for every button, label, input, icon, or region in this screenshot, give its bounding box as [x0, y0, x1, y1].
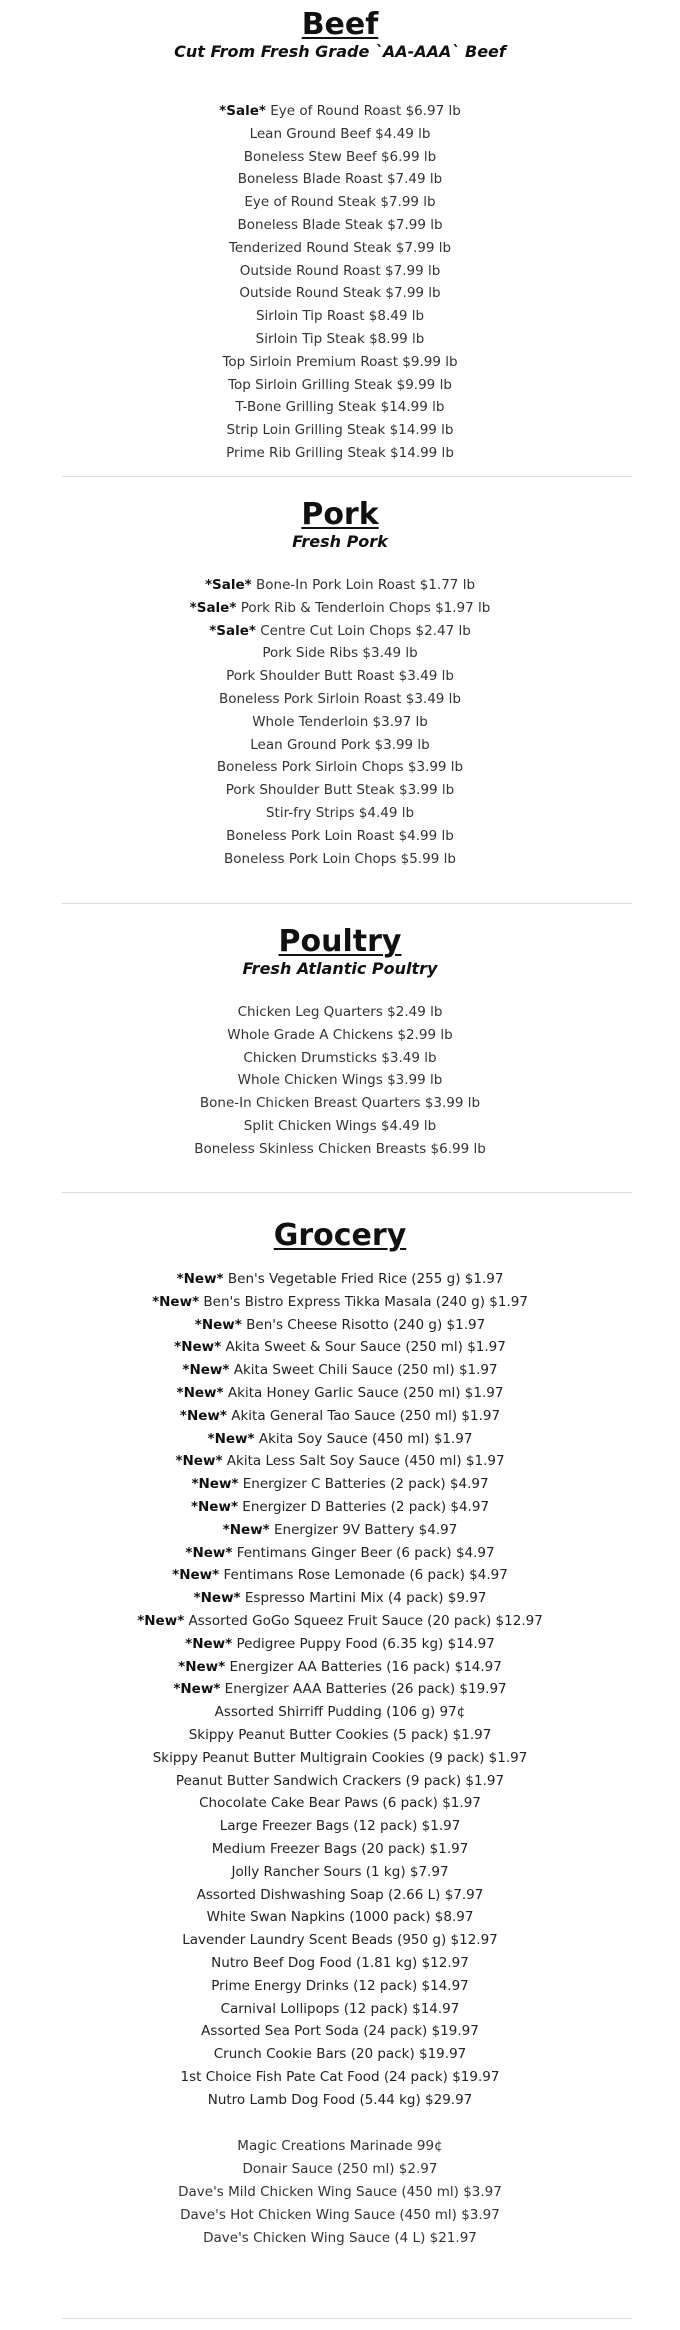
list-item [0, 168, 680, 191]
item-text: Boneless Pork Loin Chops $5.99 lb [224, 850, 456, 867]
item-text: Eye of Round Roast $6.97 lb [265, 103, 461, 119]
item-text: Akita Less Salt Soy Sauce (450 ml) $1.97 [222, 1453, 505, 1470]
list-item [0, 1815, 680, 1838]
item-text: Skippy Peanut Butter Cookies (5 pack) $1.97 [188, 1726, 492, 1743]
item-text: Skippy Peanut Butter Multigrain Cookies (9 pack) $1.97 [152, 1749, 528, 1766]
item-text: Crunch Cookie Bars (20 pack) $19.97 [213, 2046, 467, 2063]
item-text: Boneless Pork Sirloin Chops $3.99 lb [216, 759, 464, 776]
item-text: Magic Creations Marinade 99¢ [237, 2138, 443, 2155]
item-text: Boneless Blade Roast $7.49 lb [237, 171, 443, 188]
item-text: Energizer 9V Battery $4.97 [269, 1521, 458, 1538]
item-text: Espresso Martini Mix (4 pack) $9.97 [240, 1590, 487, 1607]
item-text: Outside Round Steak $7.99 lb [239, 285, 441, 302]
section-title: Poultry [278, 924, 402, 959]
list-item [0, 2043, 680, 2066]
item-text: Akita Sweet & Sour Sauce (250 ml) $1.97 [221, 1339, 506, 1356]
list-item [0, 642, 680, 665]
item-text: Medium Freezer Bags (20 pack) $1.97 [211, 1840, 469, 1857]
list-item [0, 1633, 680, 1656]
list-item [0, 756, 680, 779]
item-text: Donair Sauce (250 ml) $2.97 [242, 2161, 438, 2178]
item-text: Eye of Round Steak $7.99 lb [244, 194, 436, 211]
item-tag: *New* [174, 1339, 222, 1356]
item-text: Chicken Leg Quarters $2.49 lb [237, 1004, 443, 1020]
item-tag: *New* [185, 1544, 233, 1561]
item-text: Assorted Shirriff Pudding (106 g) 97¢ [214, 1704, 466, 1721]
item-tag: *New* [178, 1658, 226, 1675]
item-list [0, 1001, 680, 1161]
item-text: Boneless Blade Steak $7.99 lb [237, 216, 443, 233]
section-poultry [0, 925, 680, 1161]
list-item [0, 1115, 680, 1138]
list-item [0, 1701, 680, 1724]
list-item [0, 1906, 680, 1929]
item-text: Assorted Sea Port Soda (24 pack) $19.97 [201, 2023, 479, 2040]
list-item [0, 2135, 680, 2158]
list-item [0, 574, 680, 597]
item-list-extra [0, 2135, 680, 2249]
list-item [0, 1861, 680, 1884]
item-tag: *Sale* [209, 622, 256, 639]
item-text: Akita General Tao Sauce (250 ml) $1.97 [226, 1407, 501, 1424]
list-item [0, 1001, 680, 1024]
list-item [0, 1092, 680, 1115]
item-text: Dave's Chicken Wing Sauce (4 L) $21.97 [203, 2229, 477, 2246]
item-tag: *New* [173, 1681, 221, 1698]
section-divider [62, 2318, 632, 2319]
list-item [0, 2204, 680, 2227]
list-item [0, 848, 680, 871]
item-tag: *New* [176, 1384, 224, 1401]
section-grocery [0, 1219, 680, 2249]
list-item [0, 1047, 680, 1070]
section-subtitle: Fresh Atlantic Poultry [242, 959, 438, 978]
item-text: Lean Ground Pork $3.99 lb [250, 736, 430, 753]
item-text: Akita Soy Sauce (450 ml) $1.97 [254, 1430, 473, 1447]
item-tag: *New* [182, 1362, 230, 1379]
item-text: Boneless Pork Loin Roast $4.99 lb [226, 827, 454, 844]
item-text: Pork Side Ribs $3.49 lb [262, 645, 418, 662]
list-item [0, 1473, 680, 1496]
list-item [0, 2181, 680, 2204]
list-item [0, 802, 680, 825]
section-subtitle: Fresh Pork [292, 532, 388, 551]
list-item [0, 1405, 680, 1428]
list-item [0, 2066, 680, 2089]
item-text: Boneless Pork Sirloin Roast $3.49 lb [218, 690, 462, 707]
item-list [0, 574, 680, 870]
item-text: Sirloin Tip Steak $8.99 lb [255, 330, 425, 347]
item-tag: *New* [179, 1407, 227, 1424]
item-text: Chocolate Cake Bear Paws (6 pack) $1.97 [199, 1795, 481, 1812]
list-item [0, 1359, 680, 1382]
list-item [0, 779, 680, 802]
list-item [0, 374, 680, 397]
item-text: Fentimans Rose Lemonade (6 pack) $4.97 [219, 1567, 508, 1584]
list-item [0, 1587, 680, 1610]
item-text: Ben's Cheese Risotto (240 g) $1.97 [241, 1316, 486, 1333]
list-item [0, 1838, 680, 1861]
item-tag: *New* [185, 1635, 233, 1652]
list-item [0, 260, 680, 283]
list-item [0, 711, 680, 734]
list-item [0, 419, 680, 442]
item-text: Pork Shoulder Butt Roast $3.49 lb [226, 668, 454, 685]
section-divider [62, 1192, 632, 1193]
item-text: Dave's Mild Chicken Wing Sauce (450 ml) $3.97 [178, 2184, 502, 2201]
item-text: Jolly Rancher Sours (1 kg) $7.97 [231, 1863, 449, 1880]
section-title: Pork [301, 497, 379, 532]
list-item [0, 1519, 680, 1542]
item-text: Pedigree Puppy Food (6.35 kg) $14.97 [232, 1635, 495, 1652]
list-item [0, 825, 680, 848]
item-text: Energizer C Batteries (2 pack) $4.97 [238, 1476, 489, 1493]
list-item [0, 2089, 680, 2112]
item-text: Energizer AA Batteries (16 pack) $14.97 [225, 1658, 502, 1675]
list-item [0, 1929, 680, 1952]
item-text: Chicken Drumsticks $3.49 lb [243, 1049, 437, 1066]
list-item [0, 1314, 680, 1337]
item-text: Centre Cut Loin Chops $2.47 lb [255, 622, 471, 639]
list-item [0, 1496, 680, 1519]
item-text: Pork Rib & Tenderloin Chops $1.97 lb [236, 599, 491, 616]
item-text: Bone-In Pork Loin Roast $1.77 lb [251, 577, 476, 593]
item-text: Tenderized Round Steak $7.99 lb [228, 239, 452, 256]
list-item [0, 191, 680, 214]
list-item [0, 734, 680, 757]
list-item [0, 1542, 680, 1565]
item-text: Lavender Laundry Scent Beads (950 g) $12.97 [182, 1932, 498, 1949]
list-item [0, 620, 680, 643]
item-text: Lean Ground Beef $4.49 lb [249, 125, 431, 142]
list-item [0, 1024, 680, 1047]
item-tag: *New* [137, 1612, 185, 1629]
section-title: Grocery [273, 1218, 407, 1253]
item-text: Prime Energy Drinks (12 pack) $14.97 [211, 1977, 469, 1994]
list-item [0, 442, 680, 465]
item-text: T-Bone Grilling Steak $14.99 lb [235, 399, 445, 416]
section-title: Beef [301, 7, 379, 42]
list-item [0, 1336, 680, 1359]
item-tag: *New* [191, 1476, 239, 1493]
list-item [0, 1998, 680, 2021]
item-tag: *New* [176, 1271, 224, 1287]
item-text: Stir-fry Strips $4.49 lb [265, 804, 415, 821]
item-text: Top Sirloin Premium Roast $9.99 lb [222, 353, 458, 370]
item-text: Boneless Skinless Chicken Breasts $6.99 lb [194, 1140, 486, 1157]
item-text: Whole Grade A Chickens $2.99 lb [227, 1026, 453, 1043]
item-text: Large Freezer Bags (12 pack) $1.97 [219, 1818, 461, 1835]
item-text: Sirloin Tip Roast $8.49 lb [255, 308, 425, 325]
item-tag: *New* [193, 1590, 241, 1607]
item-text: Prime Rib Grilling Steak $14.99 lb [226, 444, 454, 461]
item-text: Ben's Vegetable Fried Rice (255 g) $1.97 [223, 1271, 504, 1287]
item-text: Peanut Butter Sandwich Crackers (9 pack) $1.97 [175, 1772, 505, 1789]
item-tag: *New* [207, 1430, 255, 1447]
list-item [0, 1770, 680, 1793]
item-text: Whole Chicken Wings $3.99 lb [237, 1072, 443, 1089]
list-item [0, 1610, 680, 1633]
item-tag: *New* [194, 1316, 242, 1333]
section-subtitle: Cut From Fresh Grade `AA-AAA` Beef [174, 42, 506, 61]
item-tag: *New* [152, 1293, 200, 1310]
section-divider [62, 903, 632, 904]
item-text: Top Sirloin Grilling Steak $9.99 lb [228, 376, 452, 393]
item-tag: *New* [175, 1453, 223, 1470]
list-item [0, 214, 680, 237]
item-tag: *New* [172, 1567, 220, 1584]
item-text: Dave's Hot Chicken Wing Sauce (450 ml) $3.97 [180, 2206, 500, 2223]
list-item [0, 1138, 680, 1161]
list-item [0, 688, 680, 711]
item-text: Carnival Lollipops (12 pack) $14.97 [220, 2000, 460, 2017]
item-text: Pork Shoulder Butt Steak $3.99 lb [225, 782, 455, 799]
item-text: Split Chicken Wings $4.49 lb [243, 1117, 437, 1134]
list-item [0, 1069, 680, 1092]
item-list [0, 1268, 680, 2111]
item-text: Outside Round Roast $7.99 lb [239, 262, 441, 279]
item-tag: *Sale* [219, 103, 266, 119]
item-text: Akita Honey Garlic Sauce (250 ml) $1.97 [223, 1384, 504, 1401]
item-list [0, 100, 680, 465]
list-item [0, 1952, 680, 1975]
section-pork [0, 498, 680, 870]
item-text: Strip Loin Grilling Steak $14.99 lb [226, 422, 454, 439]
list-item [0, 665, 680, 688]
list-item [0, 1564, 680, 1587]
list-item [0, 1382, 680, 1405]
item-tag: *New* [190, 1498, 238, 1515]
list-item [0, 237, 680, 260]
item-text: Akita Sweet Chili Sauce (250 ml) $1.97 [229, 1362, 498, 1379]
item-tag: *New* [222, 1521, 270, 1538]
item-text: 1st Choice Fish Pate Cat Food (24 pack) $19.97 [180, 2068, 500, 2085]
list-item [0, 1656, 680, 1679]
list-item [0, 282, 680, 305]
item-text: Energizer AAA Batteries (26 pack) $19.97 [220, 1681, 507, 1698]
item-text: Bone-In Chicken Breast Quarters $3.99 lb [199, 1095, 481, 1112]
list-item [0, 1678, 680, 1701]
list-item [0, 1975, 680, 1998]
list-item [0, 2227, 680, 2250]
list-item [0, 1268, 680, 1291]
list-item [0, 597, 680, 620]
list-item [0, 1428, 680, 1451]
list-item [0, 396, 680, 419]
list-item [0, 123, 680, 146]
list-item [0, 2020, 680, 2043]
item-text: Energizer D Batteries (2 pack) $4.97 [238, 1498, 490, 1515]
list-item [0, 305, 680, 328]
list-item [0, 1884, 680, 1907]
section-divider [62, 476, 632, 477]
list-item [0, 1450, 680, 1473]
item-text: Nutro Lamb Dog Food (5.44 kg) $29.97 [207, 2091, 473, 2108]
item-text: Ben's Bistro Express Tikka Masala (240 g) $1.97 [199, 1293, 528, 1310]
list-item [0, 1291, 680, 1314]
list-item [0, 2158, 680, 2181]
item-text: Nutro Beef Dog Food (1.81 kg) $12.97 [211, 1954, 469, 1971]
item-tag: *Sale* [189, 599, 237, 616]
list-item [0, 1724, 680, 1747]
item-text: Boneless Stew Beef $6.99 lb [243, 148, 437, 165]
item-tag: *Sale* [204, 577, 252, 593]
item-text: Assorted Dishwashing Soap (2.66 L) $7.97 [196, 1886, 484, 1903]
item-text: Assorted GoGo Squeez Fruit Sauce (20 pack) $12.97 [184, 1612, 543, 1629]
list-item [0, 1747, 680, 1770]
list-item [0, 146, 680, 169]
item-text: White Swan Napkins (1000 pack) $8.97 [206, 1909, 474, 1926]
section-beef [0, 8, 680, 465]
list-item [0, 1792, 680, 1815]
list-item [0, 100, 680, 123]
list-item [0, 328, 680, 351]
item-text: Whole Tenderloin $3.97 lb [252, 713, 428, 730]
list-item [0, 351, 680, 374]
item-text: Fentimans Ginger Beer (6 pack) $4.97 [232, 1544, 495, 1561]
